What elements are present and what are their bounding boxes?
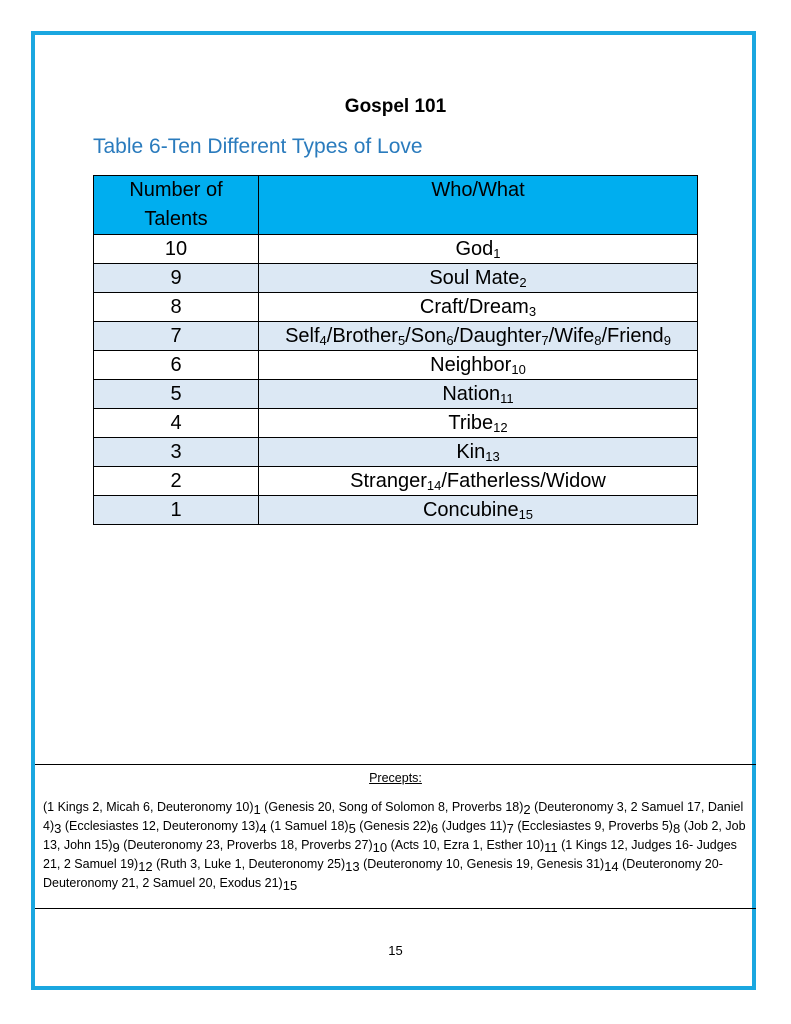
footnote-number: 5 (397, 333, 406, 348)
talents-cell: 3 (94, 438, 259, 467)
table-row (94, 293, 698, 322)
table-row (94, 322, 698, 351)
who-what-cell (259, 351, 698, 380)
footnote-number: 7 (541, 333, 549, 348)
table-row (94, 438, 698, 467)
footnote-number: 9 (663, 333, 671, 348)
footnote-number: 9 (112, 840, 120, 855)
footnote-number: 11 (544, 840, 558, 855)
text-segment: Craft/Dream (419, 296, 529, 318)
talents-cell: 6 (94, 351, 259, 380)
footnote-number: 10 (511, 362, 526, 377)
divider-bottom (35, 908, 756, 909)
footnote-number: 5 (348, 821, 356, 836)
talents-cell: 5 (94, 380, 259, 409)
column-header-talents: Number of Talents (94, 176, 259, 235)
talents-cell: 10 (94, 235, 259, 264)
who-what-cell (259, 438, 698, 467)
divider-top (35, 764, 756, 765)
table-row (94, 235, 698, 264)
text-segment: (Genesis 22) (355, 819, 431, 833)
footnote-number: 10 (372, 840, 388, 855)
table-caption: Table 6-Ten Different Types of Love (93, 135, 423, 158)
text-segment: /Brother (326, 325, 398, 347)
text-segment: God (455, 238, 494, 260)
footnote-number: 1 (493, 246, 501, 261)
who-what-cell (259, 496, 698, 525)
talents-cell: 2 (94, 467, 259, 496)
text-segment: (Deuteronomy 23, Proverbs 18, Proverbs 27) (119, 838, 373, 852)
who-what-cell (259, 409, 698, 438)
text-segment: (Acts 10, Ezra 1, Esther 10) (387, 838, 545, 852)
footnote-number: 8 (594, 333, 602, 348)
table-row (94, 351, 698, 380)
text-segment: Kin (456, 441, 486, 463)
who-what-cell (259, 380, 698, 409)
talents-cell: 8 (94, 293, 259, 322)
text-segment: Self (285, 325, 320, 347)
table-row (94, 496, 698, 525)
text-segment: Nation (442, 383, 501, 405)
who-what-cell (259, 235, 698, 264)
who-what-cell (259, 322, 698, 351)
who-what-cell (259, 264, 698, 293)
table-row (94, 409, 698, 438)
text-segment: Stranger (350, 470, 427, 492)
talents-cell: 1 (94, 496, 259, 525)
text-segment: (Ecclesiastes 9, Proverbs 5) (513, 819, 673, 833)
footnote-number: 4 (259, 821, 267, 836)
page-number: 15 (388, 943, 403, 958)
text-segment: (Deuteronomy 10, Genesis 19, Genesis 31) (359, 857, 605, 871)
table-row (94, 264, 698, 293)
text-segment: (Genesis 20, Song of Solomon 8, Proverbs 18) (260, 800, 524, 814)
talents-cell: 9 (94, 264, 259, 293)
text-segment: Concubine (422, 499, 519, 521)
text-segment: (Ruth 3, Luke 1, Deuteronomy 25) (152, 857, 346, 871)
footnote-number: 15 (282, 878, 298, 893)
text-segment: (Ecclesiastes 12, Deuteronomy 13) (61, 819, 260, 833)
text-segment: (Job 2, Job 13, John 15) (43, 819, 746, 852)
footnote-number: 6 (430, 821, 439, 836)
text-segment: /Wife (548, 325, 595, 347)
who-what-cell (259, 467, 698, 496)
footnote-number: 15 (518, 507, 534, 522)
table-row (94, 380, 698, 409)
table-row (94, 467, 698, 496)
text-segment: Neighbor (430, 354, 512, 376)
footnote-number: 13 (485, 449, 500, 464)
table-body (94, 235, 698, 525)
footnote-number: 1 (253, 802, 261, 817)
text-segment: (Judges 11) (438, 819, 507, 833)
text-segment: Tribe (448, 412, 494, 434)
text-segment: (1 Samuel 18) (266, 819, 349, 833)
text-segment: (1 Kings 2, Micah 6, Deuteronomy 10) (43, 800, 254, 814)
table-header-row (94, 176, 698, 235)
footnote-number: 3 (528, 304, 537, 319)
footnote-number: 12 (493, 420, 508, 435)
text-segment: /Fatherless/Widow (441, 470, 606, 492)
footnote-number: 8 (672, 821, 681, 836)
precepts-references (43, 798, 755, 893)
footnote-number: 14 (426, 478, 442, 493)
page-heading: Gospel 101 (344, 96, 447, 117)
footnote-number: 3 (54, 821, 62, 836)
footnote-number: 12 (138, 859, 153, 874)
text-segment: /Daughter (453, 325, 542, 347)
footnote-number: 2 (523, 802, 531, 817)
footnote-number: 6 (446, 333, 454, 348)
footnote-number: 7 (506, 821, 514, 836)
text-segment: (Deuteronomy 3, 2 Samuel 17, Daniel 4) (43, 800, 744, 833)
text-segment: /Son (405, 325, 447, 347)
text-segment: Soul Mate (429, 267, 520, 289)
footnote-number: 13 (345, 859, 360, 874)
talents-cell: 4 (94, 409, 259, 438)
love-types-table (93, 175, 698, 525)
talents-cell: 7 (94, 322, 259, 351)
text-segment: (1 Kings 12, Judges 16- Judges 21, 2 Samuel 19) (43, 838, 737, 871)
precepts-title: Precepts: (369, 771, 422, 785)
text-segment: /Friend (601, 325, 664, 347)
who-what-cell (259, 293, 698, 322)
footnote-number: 2 (519, 275, 527, 290)
footnote-number: 11 (500, 391, 514, 406)
column-header-who-what: Who/What (259, 176, 698, 235)
footnote-number: 4 (319, 333, 327, 348)
text-segment: (Deuteronomy 20- Deuteronomy 21, 2 Samuel 20, Exodus 21) (43, 857, 723, 890)
footnote-number: 14 (604, 859, 619, 874)
